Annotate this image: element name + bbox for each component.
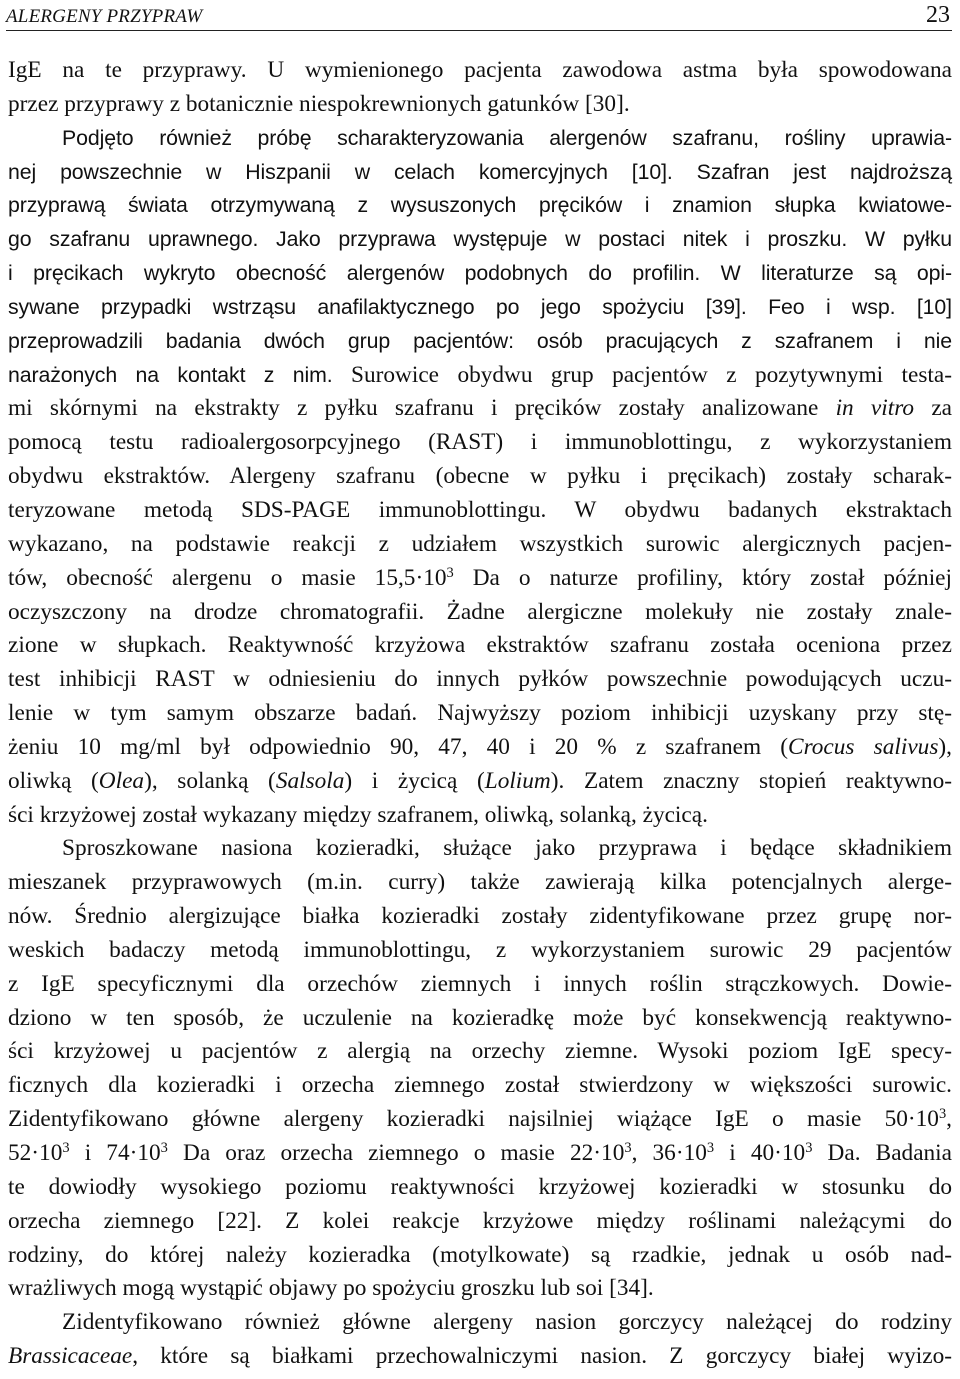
text-line: nów. Średnio alergizujące białka kozieradki zostały zidentyfikowane przez grupę nor- (8, 903, 952, 930)
text-line: ści krzyżowej u pacjentów z alergią na orzechy ziemne. Wysoki poziom IgE specy- (8, 1038, 952, 1065)
text-line: obydwu ekstraktów. Alergeny szafranu (obecne w pyłku i pręcikach) zostały scharak- (8, 463, 952, 490)
text-line: tów, obecność alergenu o masie $15,5\cdot 10^3$ Da o naturze profiliny, który został później (8, 564, 952, 591)
text-line: Brassicaceae, które są białkami przechowalniczymi nasion. Z gorczycy białej wyizo- (8, 1343, 952, 1370)
page-number: 23 (926, 2, 950, 28)
text-line: Sproszkowane nasiona kozieradki, służące jako przyprawa i będące składnikiem (62, 835, 952, 862)
text-line: żeniu 10 mg/ml był odpowiednio 90, 47, 40 i 20 % z szafranem (Crocus salivus), (8, 733, 952, 760)
text-line: IgE na te przyprawy. U wymienionego pacjenta zawodowa astma była spowodowana (8, 57, 952, 83)
text-line: z IgE specyficznymi dla orzechów ziemnych i innych roślin strączkowych. Dowie- (8, 970, 952, 997)
text-line: orzecha ziemnego [22]. Z kolei reakcje krzyżowe między roślinami należącymi do (8, 1207, 952, 1234)
text-line: lenie w tym samym obszarze badań. Najwyższy poziom inhibicji uzyskany przy stę- (8, 700, 952, 727)
text-line: ści krzyżowej został wykazany między szafranem, oliwką, solanką, życicą. (8, 801, 708, 828)
text-line: weskich badaczy metodą immunoblottingu, z wykorzystaniem surowic 29 pacjentów (8, 936, 952, 963)
text-line: i pręcikach wykryto obecność alergenów podobnych do profilin. W literaturze są opi- (8, 261, 952, 286)
text-line: te dowiodły wysokiego poziomu reaktywności krzyżowej kozieradki w stosunku do (8, 1173, 952, 1200)
header-title: ALERGENY PRZYPRAW (6, 6, 203, 27)
running-header (6, 2, 952, 31)
text-line: test inhibicji RAST w odniesieniu do innych pyłków powszechnie powodujących uczu- (8, 666, 952, 693)
text-line: mieszanek przyprawowych (m.in. curry) także zawierają kilka potencjalnych alerge- (8, 869, 952, 896)
text-line: oczyszczony na drodze chromatografii. Żadne alergiczne molekuły nie zostały znale- (8, 598, 952, 625)
text-line: przyprawą świata otrzymywaną z wysuszonych pręcików i znamion słupka kwiatowe- (8, 193, 952, 218)
text-line: go szafranu uprawnego. Jako przyprawa występuje w postaci nitek i proszku. W pyłku (8, 227, 952, 252)
text-line: ficznych dla kozieradki i orzecha ziemnego został stwierdzony w większości surowic. (8, 1072, 952, 1099)
text-line: sywane przypadki wstrząsu anafilaktycznego po jego spożyciu [39]. Feo i wsp. [10] (8, 294, 952, 319)
text-line: Zidentyfikowano główne alergeny kozieradki najsilniej wiążące IgE o masie $50\cdot 10^3$, (8, 1106, 952, 1133)
text-line: przez przyprawy z botanicznie niespokrewnionych gatunków [30]. (8, 90, 630, 117)
text-line: dziono w ten sposób, że uczulenie na kozieradkę może być konsekwencją reaktywno- (8, 1004, 952, 1031)
text-line: wrażliwych mogą wystąpić objawy po spożyciu groszku lub soi [34]. (8, 1275, 654, 1302)
text-line: pomocą testu radioalergosorpcyjnego (RAST) i immunoblottingu, z wykorzystaniem (8, 429, 952, 456)
text-line: rodziny, do której należy kozieradka (motylkowate) są rzadkie, jednak u osób nad- (8, 1241, 952, 1268)
text-line: nej powszechnie w Hiszpanii w celach komercyjnych [10]. Szafran jest najdroższą (8, 159, 952, 184)
text-line: narażonych na kontakt z nim. Surowice obydwu grup pacjentów z pozytywnymi testa- (8, 361, 952, 388)
body-text (8, 54, 952, 1374)
text-line: $52\cdot 10^3$ i $74\cdot 10^3$ Da oraz orzecha ziemnego o masie $22\cdot 10^3$, $36\cdot 10^3$ i $40\cdot 10^3$ Da. Badania (8, 1140, 952, 1166)
text-line: Podjęto również próbę scharakteryzowania alergenów szafranu, rośliny uprawia- (62, 125, 952, 150)
text-line: zione w słupkach. Reaktywność krzyżowa ekstraktów szafranu została oceniona przez (8, 632, 952, 659)
text-line: mi skórnymi na ekstrakty z pyłku szafranu i pręcików zostały analizowane in vitro za (8, 395, 953, 422)
text-line: teryzowane metodą SDS-PAGE immunoblottingu. W obydwu badanych ekstraktach (8, 496, 952, 523)
text-line: Zidentyfikowano również główne alergeny nasion gorczycy należącej do rodziny (62, 1309, 952, 1336)
text-line: przeprowadzili badania dwóch grup pacjentów: osób pracujących z szafranem i nie (8, 328, 952, 353)
text-line: oliwką (Olea), solanką (Salsola) i życicą (Lolium). Zatem znaczny stopień reaktywno- (8, 767, 952, 794)
text-line: wykazano, na podstawie reakcji z udziałem wszystkich surowic alergicznych pacjen- (8, 530, 952, 557)
